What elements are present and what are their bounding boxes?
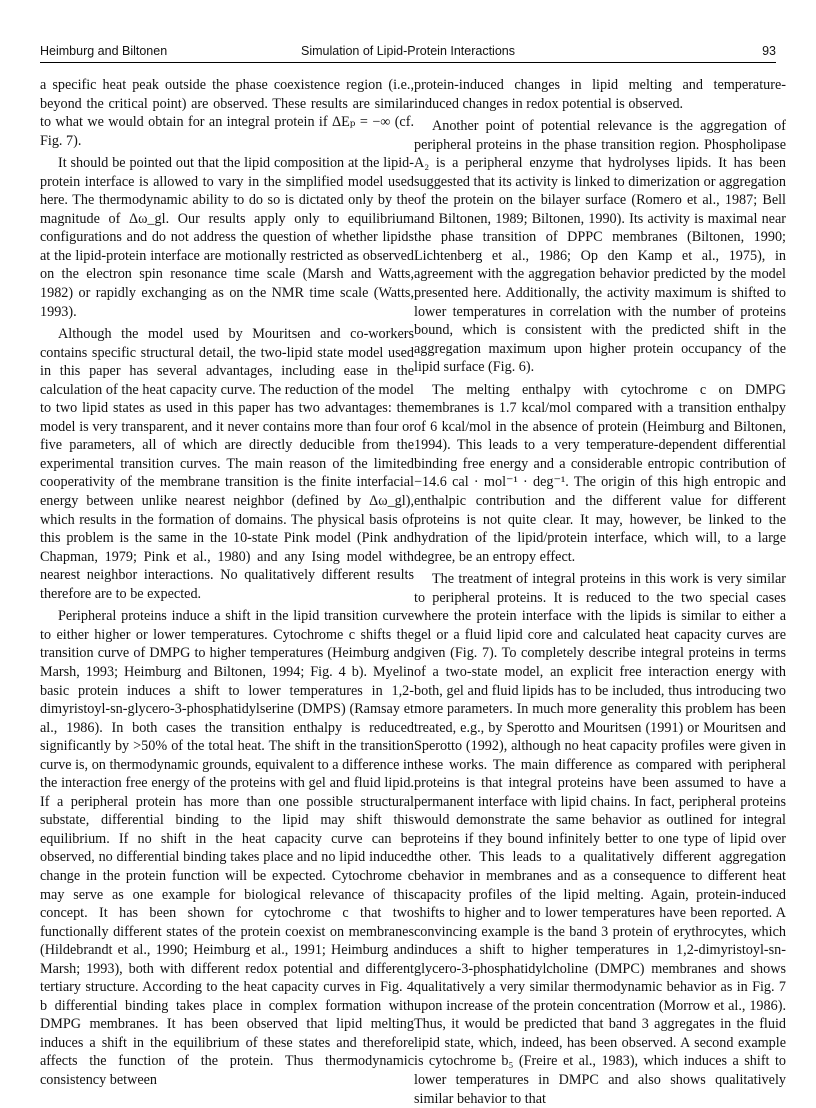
right-column <box>414 76 786 1108</box>
header-authors: Heimburg and Biltonen <box>40 44 168 58</box>
paragraph: Although the model used by Mouritsen and co-workers contains specific structural detail, the two-lipid state model used in this paper has several advantages, including ease in the calculation of the heat capacity curve. The reduction of the model to two lipid states as used in this paper has two advantages: the model is very transparent, and it never contains more than four or five parameters, all of which are directly deducible from the experimental transition curves. The main reason of the limited cooperativity of the membrane transition is the finite interfacial energy between unlike nearest neighbor (defined by Δω_gl), which results in the formation of domains. The physical basis of this problem is the same in the 10-state Pink model (Pink and Chapman, 1979; Pink et al., 1980) and any Ising model with nearest neighbor interactions. No qualitatively different results therefore are to be expected. <box>40 326 414 602</box>
paragraph: The melting enthalpy with cytochrome c on DMPG membranes is 1.7 kcal/mol compared with a transition enthalpy of 6 kcal/mol in the absence of protein (Heimburg and Biltonen, 1994). This leads to a very temperature-dependent differential binding free energy and a considerable entropic contribution of −14.6 cal · mol⁻¹ · deg⁻¹. The origin of this high entropic and enthalpic contribution and the different value for different proteins is not quite clear. It may, however, be linked to the hydration of the lipid/protein interface, which will, to a large degree, be an entropy effect. <box>414 381 786 565</box>
paragraph: protein-induced changes in lipid melting and temperature-induced changes in redox potential is observed. <box>414 77 786 112</box>
paragraph: Another point of potential relevance is the aggregation of peripheral proteins in the phase transition region. Phospholipase A₂ is a peripheral enzyme that hydrolyses lipids. It has been suggested that its activity is linked to dimerization or aggregation of the protein on the bilayer surface (Romero et al., 1987; Bell and Biltonen, 1989; Biltonen, 1990). Its activity is maximal near the phase transition of DPPC membranes (Biltonen, 1990; Lichtenberg et al., 1986; Op den Kamp et al., 1975), in agreement with the aggregation behavior predicted by the model presented here. Additionally, the activity maximum is shifted to lower temperatures in correlation with the number of proteins bound, which is consistent with the predicted shift in the aggregation maximum upon higher protein occupancy of the lipid surface (Fig. 6). <box>414 118 786 376</box>
header-rule <box>40 62 776 63</box>
page-number: 93 <box>762 44 776 58</box>
paragraph: Peripheral proteins induce a shift in the lipid transition curve to either higher or lower temperatures. Cytochrome c shifts the transition curve of DMPG to higher temperatures (Heimburg and Marsh, 1993; Heimburg and Biltonen, 1994; Fig. 4 b). Myelin basic protein induces a shift to lower temperatures in 1,2-dimyristoyl-sn-glycero-3-phosphatidylserine (DMPS) (Ramsay et al., 1986). In both cases the transition enthalpy is reduced significantly by >50% of the total heat. The shift in the transition curve is, on thermodynamic grounds, equivalent to a difference in the interaction free energy of the proteins with gel and fluid lipid. If a peripheral protein has more than one possible structural substate, differential binding to the lipid may shift this equilibrium. If no shift in the heat capacity curve can be observed, no differential binding takes place and no lipid induced change in the protein function will be expected. Cytochrome c may serve as one example for biological relevance of this concept. It has been shown for cytochrome c that two functionally different states of the protein coexist on membranes (Hildebrandt et al., 1990; Heimburg et al., 1991; Heimburg and Marsh; 1993), both with different redox potential and different tertiary structure. According to the heat capacity curves in Fig. 4 b differential binding takes place in complex formation with DMPG membranes. It has been observed that lipid melting induces a shift in the equilibrium of these states and therefore affects the function of the protein. Thus thermodynamic consistency between <box>40 608 414 1088</box>
paragraph: It should be pointed out that the lipid composition at the lipid-protein interface is allowed to vary in the simplified model used here. The thermodynamic ability to do so is dictated only by the magnitude of Δω_gl. Our results apply only to equilibrium configurations and do not address the question of whether lipids at the lipid-protein interface are motionally restricted as observed on the electron spin resonance time scale (Marsh and Watts, 1982) or rapidly exchanging as on the NMR time scale (Watts, 1993). <box>40 155 414 320</box>
left-column <box>40 76 414 1090</box>
header-title: Simulation of Lipid-Protein Interactions <box>300 44 515 58</box>
running-header <box>40 44 776 64</box>
paragraph: The treatment of integral proteins in this work is very similar to peripheral proteins. It is reduced to the two special cases where the protein interface with the lipids is similar to either a gel or a fluid lipid core and calculated heat capacity curves are given (Fig. 7). To completely describe integral proteins in terms of a two-state model, an explicit free interaction energy with both, gel and fluid lipids has to be included, thus introducing two more parameters. In much more generality this problem has been treated, e.g., by Sperotto and Mouritsen (1991) or Mouritsen and Sperotto (1992), although no heat capacity profiles were given in these works. The main difference as compared with peripheral proteins is that integral proteins have been assumed to have a permanent interface with lipid chains. In fact, peripheral proteins would demonstrate the same behavior as outlined for integral proteins if they bound infinitely better to one type of lipid over the other. This leads to a qualitatively different aggregation behavior in membranes and as a consequence to different heat capacity profiles of the lipid melting. Again, protein-induced shifts to higher and to lower temperatures have been reported. A convincing example is the band 3 protein of erythrocytes, which induces a shift to higher temperatures in 1,2-dimyristoyl-sn-glycero-3-phosphatidylcholine (DMPC) membranes and shows qualitatively a very similar thermodynamic behavior as in Fig. 7 upon increase of the protein concentration (Morrow et al., 1986). Thus, it would be predicted that band 3 aggregates in the fluid lipid state, which, indeed, has been observed. A second example is cytochrome b₅ (Freire et al., 1983), which induces a shift to lower temperatures in DMPC and also shows qualitatively similar behavior to that <box>414 571 786 1107</box>
paragraph: a specific heat peak outside the phase coexistence region (i.e., beyond the critical point) are observed. These results are similar to what we would obtain for an integral protein if ΔEₚ = −∞ (cf. Fig. 7). <box>40 77 414 149</box>
